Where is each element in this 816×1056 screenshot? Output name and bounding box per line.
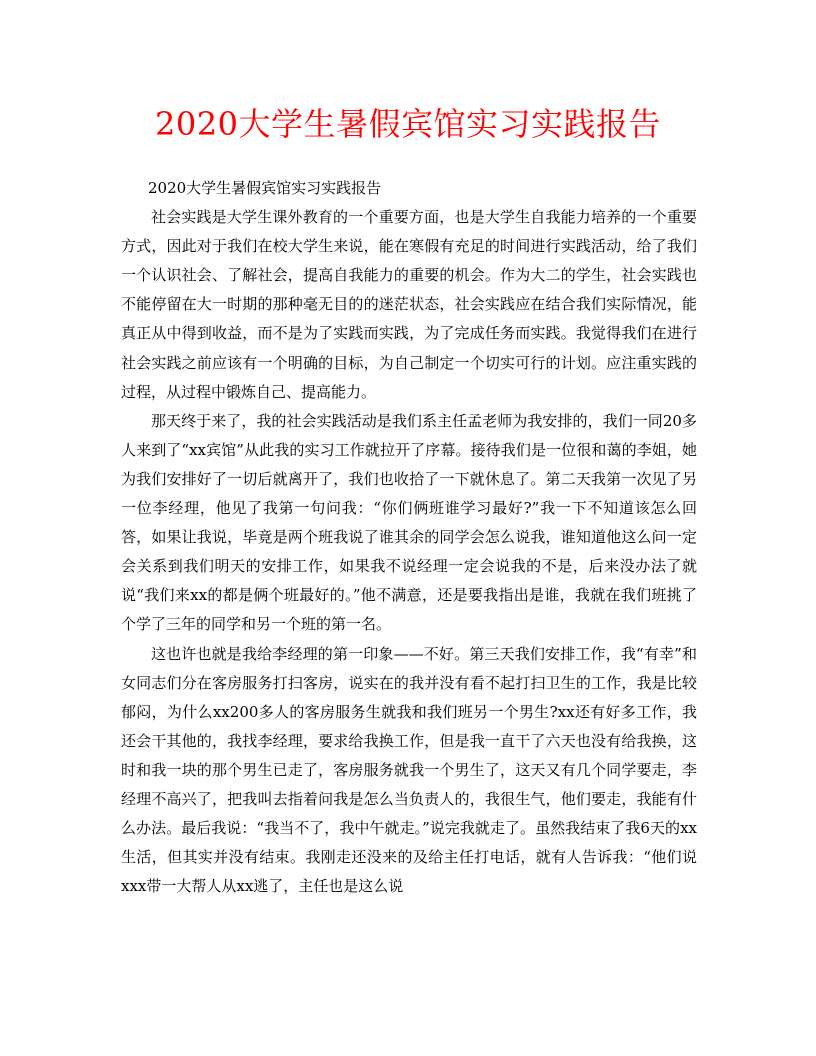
paragraph-1: 社会实践是大学生课外教育的一个重要方面，也是大学生自我能力培养的一个重要方式，因此对于我们在校大学生来说，能在寒假有充足的时间进行实践活动，给了我们一个认识社会、了解社会，提高自我能力的重要的机会。作为大二的学生，社会实践也不能停留在大一时期的那种毫无目的的迷茫状态，社会实践应在结合我们实际情况，能真正从中得到收益，而不是为了实践而实践，为了完成任务而实践。我觉得我们在进行社会实践之前应该有一个明确的目标，为自己制定一个切实可行的计划。应注重实践的过程，从过程中锻炼自己、提高能力。 (121, 208, 697, 401)
document-title: 2020大学生暑假宾馆实习实践报告 (155, 105, 661, 143)
paragraph-2: 那天终于来了，我的社会实践活动是我们系主任孟老师为我安排的，我们一同20多人来到了“xx宾馆”从此我的实习工作就拉开了序幕。接待我们是一位很和蔼的李姐，她为我们安排好了一切后就离开了，我们也收拾了一下就休息了。第二天我第一次见了另一位李经理，他见了我第一句问我：“你们俩班谁学习最好?”我一下不知道该怎么回答，如果让我说，毕竟是两个班我说了谁其余的同学会怎么说我，谁知道他这么问一定会关系到我们明天的安排工作，如果我不说经理一定会说我的不是，后来没办法了就说“我们来xx的都是俩个班最好的。”他不满意，还是要我指出是谁，我就在我们班挑了个学了三年的同学和另一个班的第一名。 (121, 411, 697, 634)
paragraph-3: 这也许也就是我给李经理的第一印象——不好。第三天我们安排工作，我“有幸”和女同志们分在客房服务打扫客房，说实在的我并没有看不起打扫卫生的工作，我是比较郁闷，为什么xx200多人的客房服务生就我和我们班另一个男生?xx还有好多工作，我还会干其他的，我找李经理，要求给我换工作，但是我一直干了六天也没有给我换，这时和我一块的那个男生已走了，客房服务就我一个男生了，这天又有几个同学要走，李经理不高兴了，把我叫去指着问我是怎么当负责人的，我很生气，他们要走，我能有什么办法。最后我说：“我当不了，我中午就走。”说完我就走了。虽然我结束了我6天的xx生活，但其实并没有结束。我刚走还没来的及给主任打电话，就有人告诉我：“他们说xxx带一大帮人从xx逃了，主任也是这么说 (121, 644, 697, 896)
document-subtitle: 2020大学生暑假宾馆实习实践报告 (148, 179, 382, 197)
document-body (121, 174, 697, 901)
